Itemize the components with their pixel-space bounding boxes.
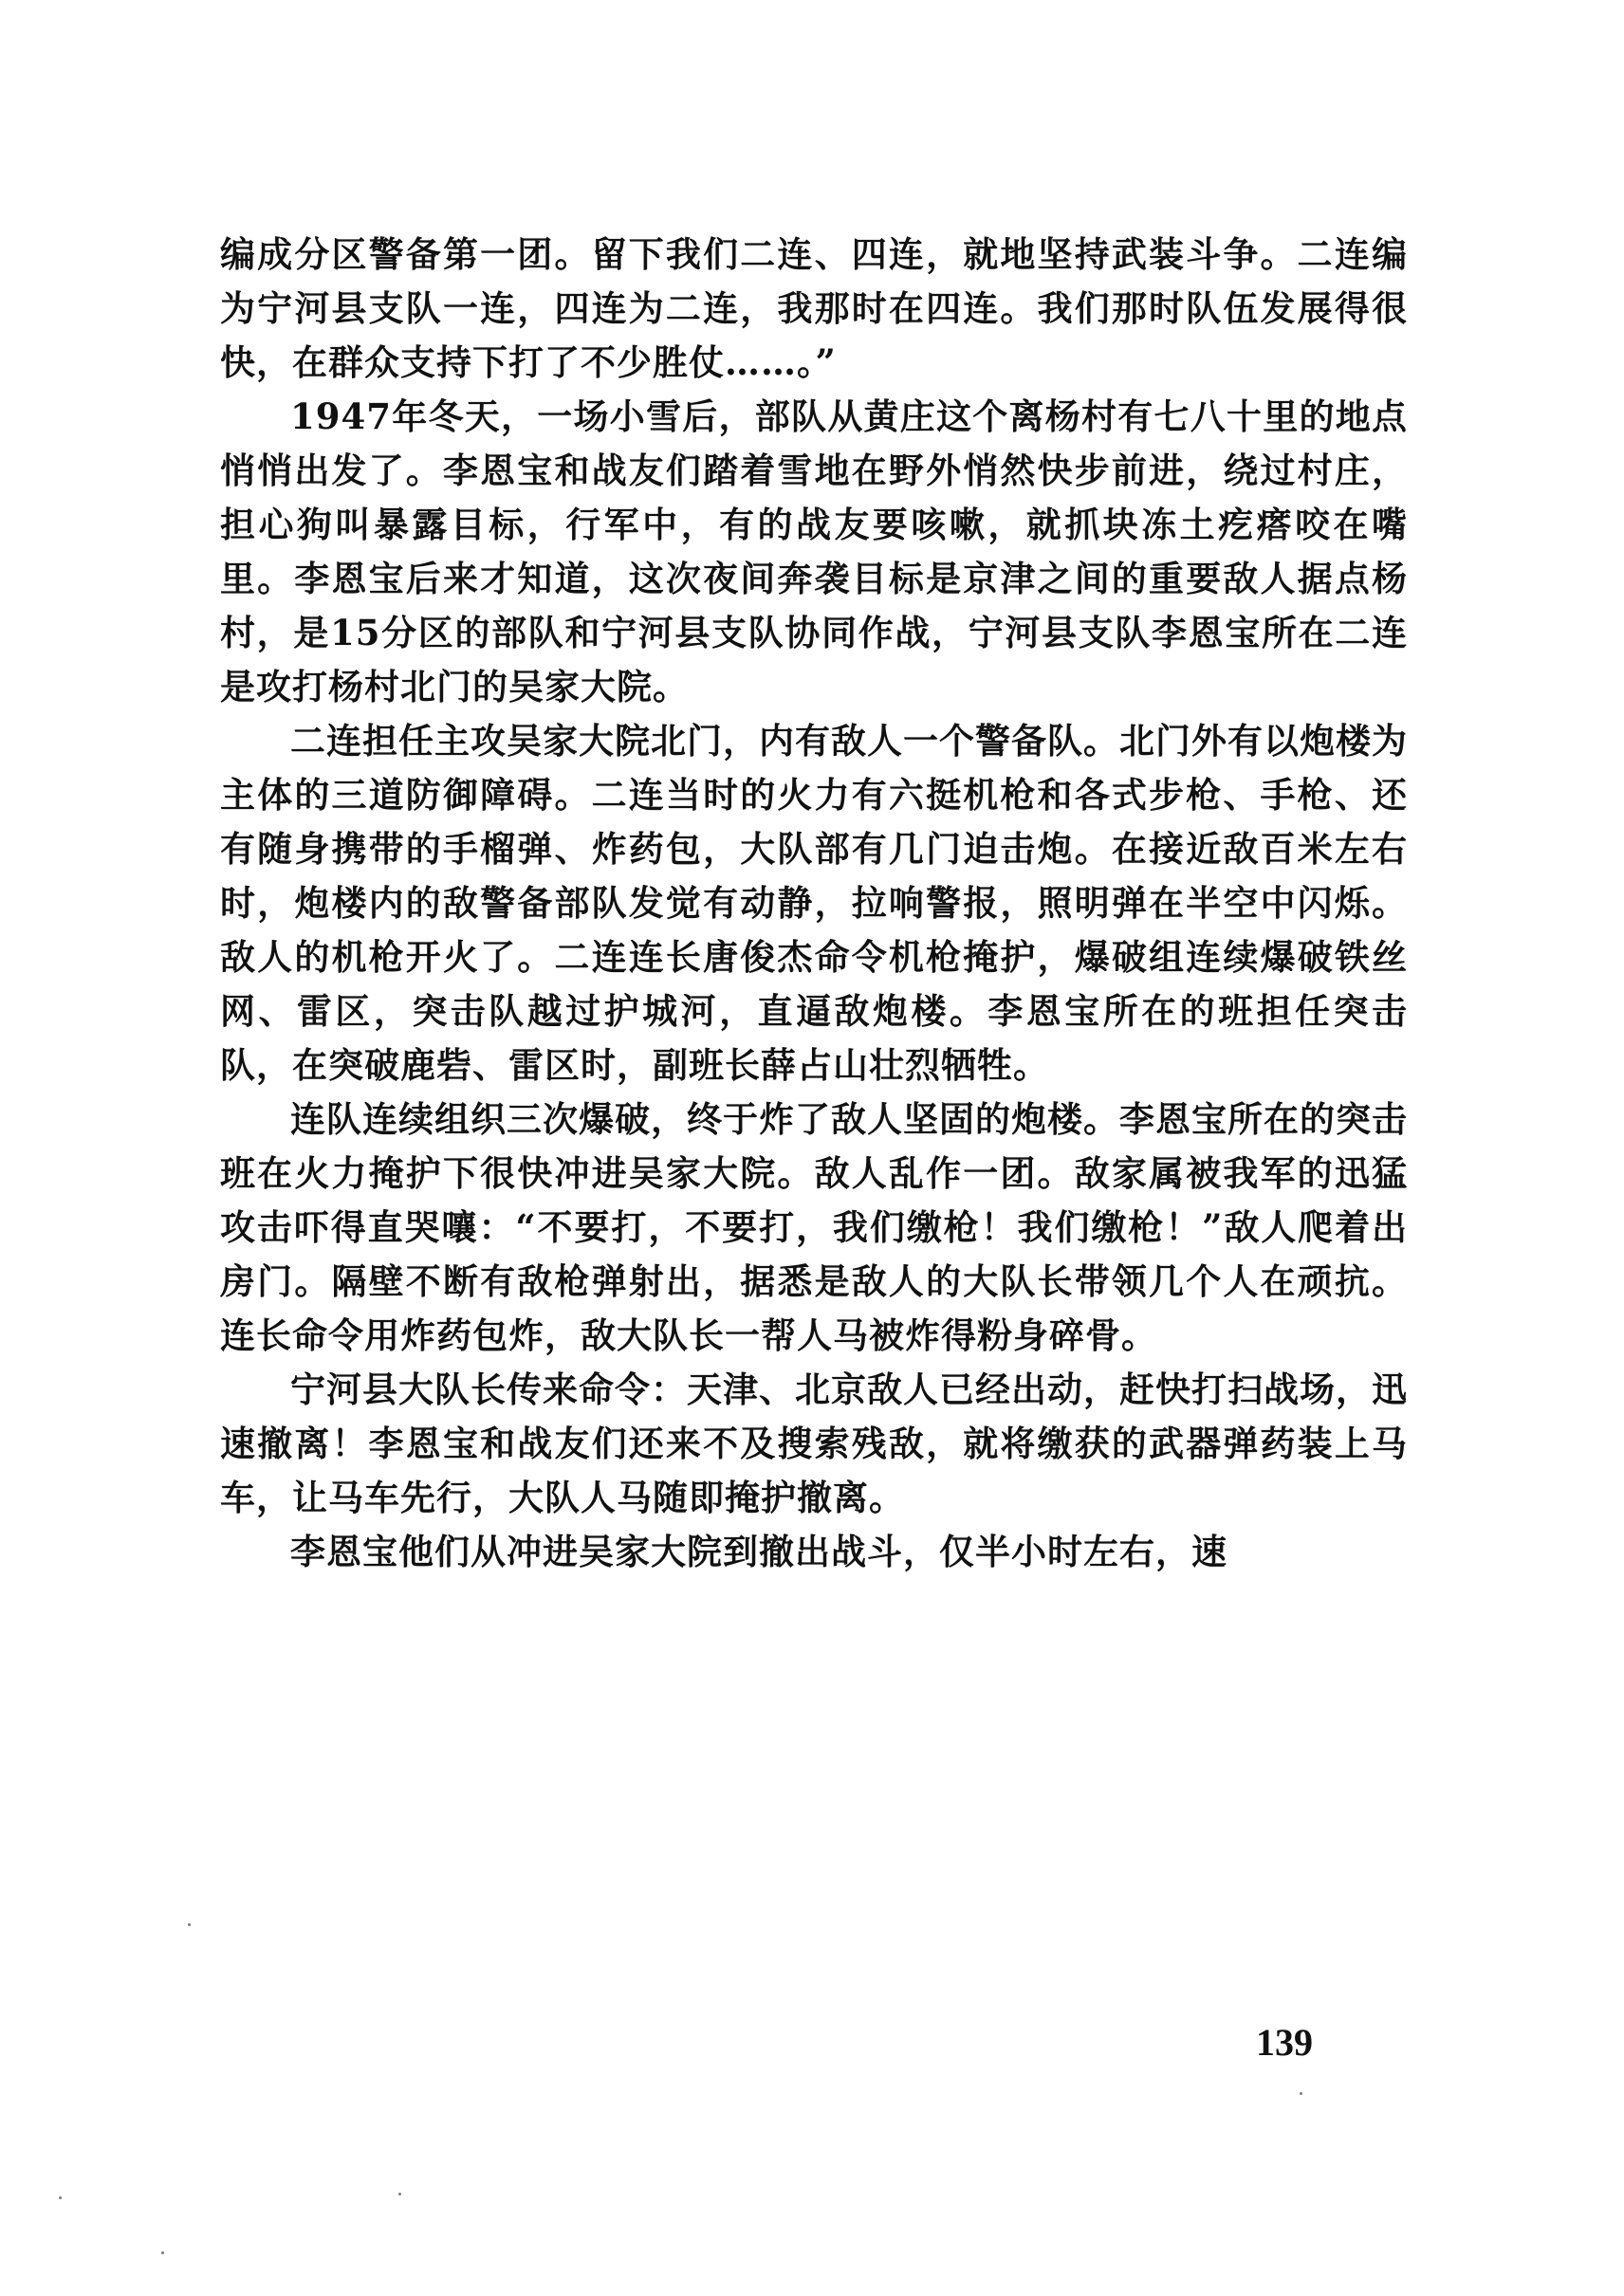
paragraph: 李恩宝他们从冲进吴家大院到撤出战斗，仅半小时左右，速: [290, 1531, 1227, 1572]
scan-speck: [59, 2196, 62, 2199]
paragraph-continued: 编成分区警备第一团。留下我们二连、四连，就地坚持武装斗争。二连编为宁河县支队一连，四连为二连，我那时在四连。我们那时队伍发展得很快，在群众支持下打了不少胜仗……。”: [220, 233, 1408, 383]
scan-speck: [1300, 2092, 1302, 2095]
paragraph: 连队连续组织三次爆破，终于炸了敌人坚固的炮楼。李恩宝所在的突击班在火力掩护下很快冲进吴家大院。敌人乱作一团。敌家属被我军的迅猛攻击吓得直哭嚷：“不要打，不要打，我们缴枪！我们缴枪！”敌人爬着出房门。隔壁不断有敌枪弹射出，据悉是敌人的大队长带领几个人在顽抗。连长命令用炸药包炸，敌大队长一帮人马被炸得粉身碎骨。: [220, 1098, 1408, 1356]
scan-speck: [398, 2193, 401, 2195]
paragraph: 1947年冬天，一场小雪后，部队从黄庄这个离杨村有七八十里的地点悄悄出发了。李恩宝和战友们踏着雪地在野外悄然快步前进，绕过村庄，担心狗叫暴露目标，行军中，有的战友要咳嗽，就抓块冻土疙瘩咬在嘴里。李恩宝后来才知道，这次夜间奔袭目标是京津之间的重要敌人据点杨村，是15分区的部队和宁河县支队协同作战，宁河县支队李恩宝所在二连是攻打杨村北门的吴家大院。: [220, 395, 1408, 707]
paragraph: 宁河县大队长传来命令：天津、北京敌人已经出动，赶快打扫战场，迅速撤离！李恩宝和战友们还来不及搜索残敌，就将缴获的武器弹药装上马车，让马车先行，大队人马随即掩护撤离。: [220, 1368, 1408, 1518]
page-number: 139: [1256, 2021, 1313, 2064]
scan-speck: [161, 2251, 164, 2254]
paragraph: 二连担任主攻吴家大院北门，内有敌人一个警备队。北门外有以炮楼为主体的三道防御障碍。二连当时的火力有六挺机枪和各式步枪、手枪、还有随身携带的手榴弹、炸药包，大队部有几门迫击炮。在接近敌百米左右时，炮楼内的敌警备部队发觉有动静，拉响警报，照明弹在半空中闪烁。敌人的机枪开火了。二连连长唐俊杰命令机枪掩护，爆破组连续爆破铁丝网、雷区，突击队越过护城河，直逼敌炮楼。李恩宝所在的班担任突击队，在突破鹿砦、雷区时，副班长薛占山壮烈牺牲。: [220, 720, 1408, 1086]
scan-speck: [188, 1923, 191, 1926]
body-text: [220, 228, 1408, 1579]
